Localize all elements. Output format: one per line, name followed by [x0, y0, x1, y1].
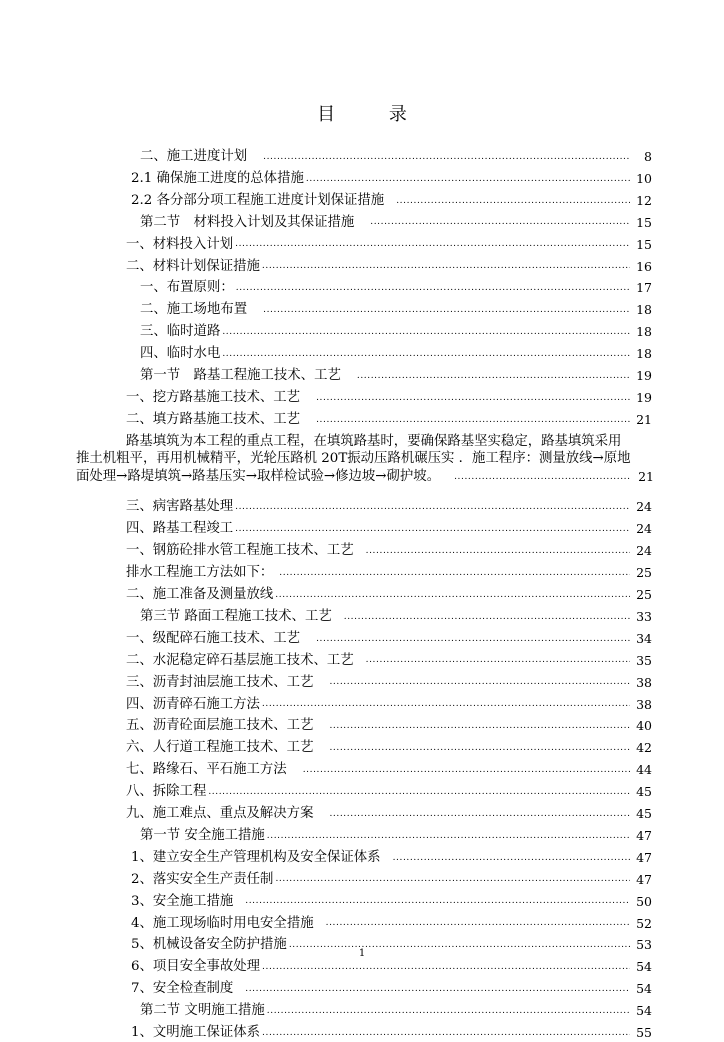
toc-page-number: 40 [636, 718, 652, 734]
toc-entry [131, 849, 652, 867]
toc-entry [140, 323, 652, 341]
toc-leader-dots [245, 894, 630, 908]
toc-entry-title: 一、布置原则： [140, 280, 234, 296]
toc-entry [126, 696, 652, 714]
toc-leader-dots [326, 916, 630, 930]
toc-entry [131, 871, 652, 889]
toc-page-number: 35 [636, 652, 652, 668]
toc-paragraph-line-3: 面处理→路堤填筑→路基压实→取样检试验→修边坡→砌护坡。 [76, 469, 441, 485]
toc-page-number: 15 [636, 214, 652, 230]
toc-page-number: 18 [636, 346, 652, 362]
toc-entry [131, 170, 652, 188]
toc-leader-dots [222, 347, 630, 361]
toc-page-number: 45 [636, 806, 652, 821]
toc-entry-title: 6、项目安全事故处理 [131, 959, 261, 975]
toc-page-number: 50 [636, 893, 652, 909]
toc-leader-dots [454, 470, 630, 484]
toc-leader-dots [235, 522, 630, 536]
toc-entry [140, 279, 652, 297]
toc-entry [140, 608, 652, 626]
toc-page-number: 54 [636, 1003, 652, 1019]
toc-entry-title: 5、机械设备安全防护措施 [131, 937, 287, 953]
toc-entry [126, 805, 652, 823]
toc-entry-title: 二、填方路基施工技术、工艺 [126, 411, 301, 427]
toc-leader-dots [357, 369, 630, 383]
toc-leader-dots [275, 588, 630, 602]
toc-paragraph-line-2: 推土机粗平，再用机械精平，光轮压路机 20T振动压路机碾压实 ．施工程序：测量放线→原地 [76, 451, 631, 467]
toc-entry [140, 301, 652, 319]
toc-page-number: 17 [636, 280, 652, 296]
toc-entry [140, 1002, 652, 1020]
toc-entry-title: 第三节 路面工程施工技术、工艺 [140, 608, 332, 624]
toc-entry [131, 915, 652, 933]
toc-entry [126, 389, 652, 407]
toc-entry-title: 二、施工进度计划 [140, 149, 248, 164]
toc-leader-dots [370, 215, 630, 229]
toc-page-number: 45 [636, 784, 652, 800]
toc-entry [126, 674, 652, 692]
toc-entry-title: 七、路缘石、平石施工方法 [126, 762, 287, 778]
toc-leader-dots [262, 259, 630, 273]
toc-entry-title: 一、材料投入计划 [126, 236, 234, 252]
toc-page-number: 38 [636, 696, 652, 712]
toc-entry-title: 六、人行道工程施工技术、工艺 [126, 740, 314, 756]
toc-leader-dots [316, 413, 630, 427]
toc-entry-title: 3、安全施工措施 [131, 893, 234, 909]
toc-entry [131, 1024, 652, 1042]
toc-leader-dots [393, 851, 630, 865]
toc-entry-title: 二、施工准备及测量放线 [126, 587, 274, 602]
toc-entry [126, 564, 652, 582]
toc-leader-dots [366, 544, 630, 558]
toc-entry [126, 717, 652, 735]
toc-entry-title: 第二节 文明施工措施 [140, 1003, 265, 1019]
toc-entry [140, 214, 652, 232]
toc-entry-title: 二、水泥稳定碎石基层施工技术、工艺 [126, 652, 354, 668]
toc-page-number: 25 [636, 587, 652, 602]
toc-page-number: 18 [636, 302, 652, 318]
toc-entry [131, 192, 652, 210]
toc-entry-title: 2、落实安全生产责任制 [131, 871, 274, 887]
toc-page-number: 52 [636, 915, 652, 931]
toc-entry-title: 一、级配碎石施工技术、工艺 [126, 630, 301, 646]
toc-page-number: 47 [636, 827, 652, 843]
toc-entry-title: 2.2 各分部分项工程施工进度计划保证措施 [131, 192, 385, 208]
toc-leader-dots [236, 281, 630, 295]
toc-entry-title: 八、拆除工程 [126, 784, 207, 800]
toc-leader-dots [366, 653, 630, 667]
toc-entry [131, 958, 652, 976]
toc-entry [126, 498, 652, 516]
toc-page-number: 21 [638, 469, 654, 485]
toc-entry [126, 236, 652, 254]
toc-leader-dots [329, 675, 630, 689]
toc-page-number: 24 [636, 543, 652, 559]
page-title: 目 录 [317, 104, 431, 125]
toc-leader-dots [222, 325, 630, 339]
toc-entry-title: 五、沥青砼面层施工技术、工艺 [126, 718, 314, 734]
toc-page-number: 55 [636, 1025, 652, 1040]
toc-page-number: 10 [636, 170, 652, 186]
toc-entry-title: 1、文明施工保证体系 [131, 1025, 261, 1040]
page-number-footer: 1 [358, 948, 366, 959]
toc-entry-title: 第一节 路基工程施工技术、工艺 [140, 368, 341, 383]
toc-page-number: 21 [636, 411, 652, 427]
toc-entry-title: 二、施工场地布置 [140, 302, 248, 318]
toc-leader-dots [275, 872, 630, 886]
toc-entry-title: 一、钢筋砼排水管工程施工技术、工艺 [126, 543, 354, 559]
toc-page-number: 16 [636, 258, 652, 274]
toc-leader-dots [279, 566, 630, 580]
toc-entry [126, 739, 652, 757]
toc-entry-title: 第二节 材料投入计划及其保证措施 [140, 214, 355, 230]
toc-entry-title: 2.1 确保施工进度的总体措施 [131, 170, 304, 186]
toc-entry-title: 三、病害路基处理 [126, 499, 234, 515]
toc-entry-title: 三、沥青封油层施工技术、工艺 [126, 674, 314, 690]
toc-page-number: 53 [636, 937, 652, 953]
toc-entry [140, 148, 652, 166]
toc-entry [126, 586, 652, 604]
toc-leader-dots [267, 829, 630, 843]
toc-page-number: 47 [636, 871, 652, 887]
toc-entry [126, 783, 652, 801]
toc-entry [126, 761, 652, 779]
toc-leader-dots [344, 610, 630, 624]
toc-entry-title: 三、临时道路 [140, 324, 221, 340]
toc-entry [126, 542, 652, 560]
toc-leader-dots [235, 500, 630, 514]
toc-entry-title: 九、施工难点、重点及解决方案 [126, 806, 314, 821]
toc-leader-dots [263, 150, 630, 164]
toc-entry [140, 827, 652, 845]
toc-page-number: 12 [636, 192, 652, 208]
toc-leader-dots [316, 632, 630, 646]
toc-entry [126, 652, 652, 670]
toc-entry [126, 630, 652, 648]
toc-page-number: 19 [636, 389, 652, 405]
toc-leader-dots [329, 719, 630, 733]
toc-page-number: 44 [636, 762, 652, 778]
toc-page-number: 47 [636, 849, 652, 865]
toc-entry-title: 4、施工现场临时用电安全措施 [131, 915, 314, 931]
toc-entry-title: 7、安全检查制度 [131, 981, 234, 997]
toc-entry-title: 一、挖方路基施工技术、工艺 [126, 389, 301, 405]
toc-page-number: 24 [636, 521, 652, 537]
toc-entry [126, 411, 652, 429]
toc-leader-dots [267, 1004, 630, 1018]
toc-entry [126, 520, 652, 538]
toc-page-number: 8 [644, 149, 652, 164]
toc-page-number: 33 [636, 608, 652, 624]
toc-paragraph-entry [76, 433, 654, 486]
toc-entry-title: 排水工程施工方法如下： [126, 565, 274, 581]
toc-leader-dots [262, 1026, 630, 1040]
toc-entry-title: 四、沥青碎石施工方法 [126, 696, 260, 712]
toc-page-number: 54 [636, 959, 652, 975]
toc-leader-dots [329, 741, 630, 755]
toc-page-number: 24 [636, 499, 652, 515]
toc-page-number: 25 [636, 565, 652, 581]
toc-entry [140, 345, 652, 363]
toc-leader-dots [208, 785, 630, 799]
toc-paragraph-line-1: 路基填筑为本工程的重点工程，在填筑路基时，要确保路基坚实稳定，路基填筑采用 [126, 433, 622, 449]
toc-leader-dots [235, 237, 630, 251]
toc-entry [131, 893, 652, 911]
toc-entry [140, 367, 652, 385]
toc-page-number: 38 [636, 674, 652, 690]
toc-page-number: 42 [636, 740, 652, 756]
toc-leader-dots [306, 172, 630, 186]
toc-leader-dots [262, 697, 630, 711]
toc-leader-dots [303, 763, 630, 777]
toc-leader-dots [263, 303, 630, 317]
toc-entry-title: 四、临时水电 [140, 346, 221, 362]
toc-entry-title: 二、材料计划保证措施 [126, 258, 260, 274]
toc-entry [126, 258, 652, 276]
toc-leader-dots [245, 982, 630, 996]
toc-entry-title: 四、路基工程竣工 [126, 521, 234, 537]
toc-page-number: 34 [636, 630, 652, 646]
toc-page-number: 15 [636, 236, 652, 252]
toc-page-number: 54 [636, 981, 652, 997]
toc-leader-dots [329, 807, 630, 821]
toc-entry [131, 980, 652, 998]
toc-leader-dots [262, 960, 630, 974]
toc-entry-title: 1、建立安全生产管理机构及安全保证体系 [131, 849, 381, 865]
toc-page-number: 19 [636, 368, 652, 383]
toc-leader-dots [396, 194, 630, 208]
toc-entry-title: 第一节 安全施工措施 [140, 827, 265, 843]
toc-page-number: 18 [636, 324, 652, 340]
toc-leader-dots [316, 391, 630, 405]
